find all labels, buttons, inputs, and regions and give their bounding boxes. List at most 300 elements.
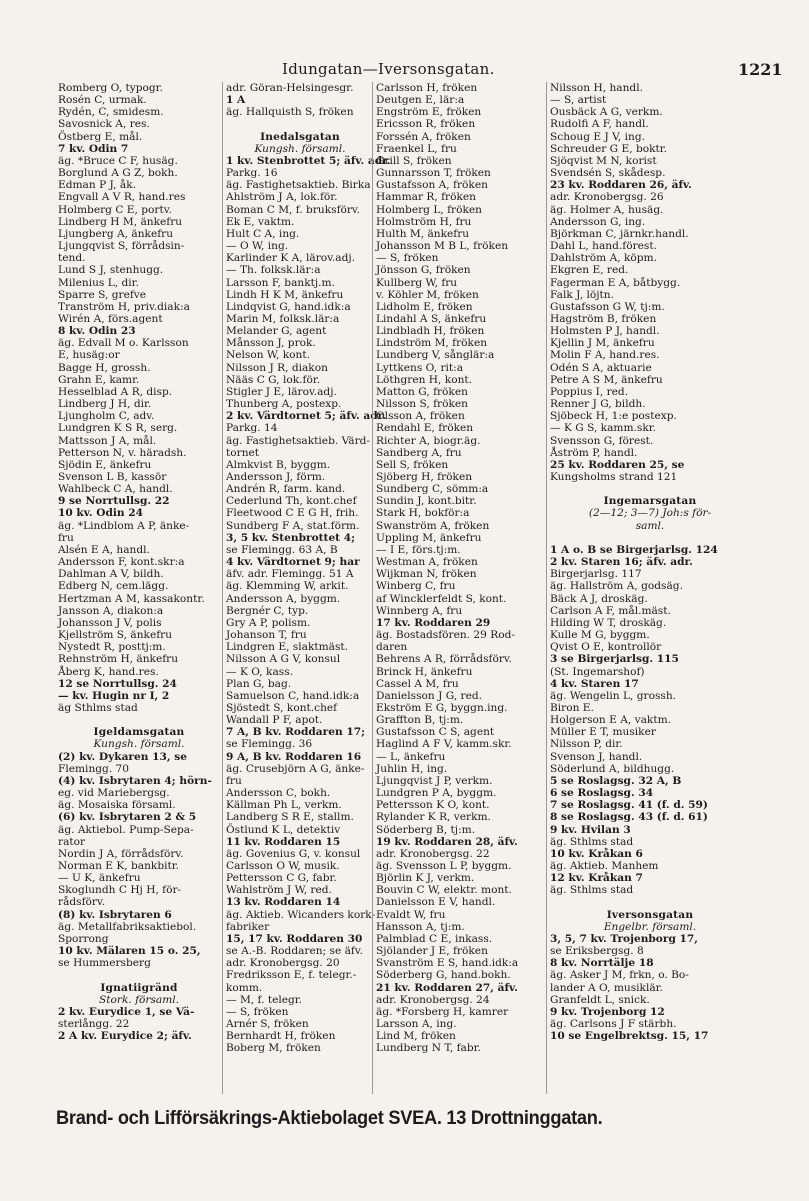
directory-line: Östberg E, mål.: [58, 130, 143, 143]
directory-line: [550, 896, 750, 908]
directory-line: se A.-B. Roddaren; se äfv.: [226, 945, 363, 958]
directory-line: Juhlin H, ing.: [376, 762, 448, 775]
directory-line: Kungsh. församl.: [93, 738, 185, 751]
directory-line: Karlinder K A, lärov.adj.: [226, 252, 356, 265]
directory-line: Lindbladh H, fröken: [376, 325, 485, 338]
directory-line: Kjellström S, änkefru: [58, 629, 173, 642]
directory-line: äg. Edvall M o. Karlsson: [58, 337, 189, 350]
directory-line: rådsförv.: [58, 896, 106, 909]
directory-line: Wahlbeck C A, handl.: [58, 483, 173, 496]
directory-line: äg. Klemming W, arkit.: [226, 580, 349, 593]
directory-line: 12 se Norrtullsg. 24: [58, 677, 177, 690]
directory-line: Carlsson H, fröken: [376, 82, 478, 94]
directory-line: Andersson A, byggm.: [226, 592, 341, 605]
directory-line: Stork. församl.: [98, 993, 180, 1006]
directory-line: 12 kv. Kråkan 7: [550, 872, 643, 885]
directory-line: Svenson J, handl.: [550, 750, 643, 763]
page-header: [0, 60, 809, 84]
directory-line: Wandall P F, apot.: [226, 714, 323, 727]
directory-line: Östlund K L, detektiv: [226, 823, 341, 836]
directory-line: Westman A, fröken: [376, 556, 478, 569]
directory-line: Milenius L, dir.: [58, 276, 139, 289]
directory-line: Sjöbeck H, 1:e postexp.: [550, 410, 677, 423]
directory-line: [58, 714, 220, 726]
directory-line: Ljungberg A, änkefru: [58, 227, 174, 240]
directory-line: Sjöberg H, fröken: [376, 471, 473, 483]
directory-line: Hertzman A M, kassakontr.: [58, 592, 205, 605]
directory-line: Andersson F, kont.skr:a: [58, 556, 185, 569]
directory-line: Borglund A G Z, bokh.: [58, 167, 178, 180]
column-2: [222, 82, 391, 1094]
directory-line: Mattsson J A, mål.: [58, 434, 157, 447]
directory-line: Sundberg F A, stat.förm.: [226, 519, 360, 532]
directory-line: Lindberg J H, dir.: [58, 398, 152, 411]
directory-line: 11 kv. Roddaren 15: [226, 835, 341, 848]
directory-line: Hagström B, fröken: [550, 312, 657, 325]
directory-line: Larsson A, ing.: [376, 1018, 457, 1031]
directory-line: Söderlund A, bildhugg.: [550, 762, 675, 775]
directory-line: Flemingg. 70: [58, 762, 130, 775]
directory-line: Nelson W, kont.: [226, 349, 310, 362]
directory-line: Ignatiigränd: [100, 981, 178, 994]
directory-line: Edberg N, cem.lägg.: [58, 580, 169, 593]
directory-line: Lundberg N T, fabr.: [376, 1042, 481, 1055]
directory-line: Uppling M, änkefru: [376, 531, 482, 544]
directory-line: 9 kv. Hvilan 3: [550, 823, 631, 836]
directory-line: 7 A, B kv. Roddaren 17;: [226, 726, 366, 739]
directory-line: äg. Svensson L P, byggm.: [376, 860, 512, 872]
directory-line: adr. Kronobergsg. 20: [226, 957, 340, 970]
directory-line: Molin F A, hand.res.: [550, 349, 660, 362]
directory-columns: [58, 82, 748, 1094]
directory-line: Carlson A F, mål.mäst.: [550, 604, 671, 617]
directory-line: adr. Kronobergsg. 26: [550, 191, 664, 204]
directory-line: Ekgren E, red.: [550, 264, 629, 277]
directory-line: Åberg K, hand.res.: [58, 665, 159, 678]
directory-line: 2 A kv. Eurydice 2; äfv.: [58, 1030, 192, 1043]
directory-line: Skoglundh C Hj H, för-: [58, 884, 182, 897]
directory-line: 5 se Roslagsg. 32 A, B: [550, 774, 682, 787]
directory-line: Kungsh. församl.: [254, 142, 346, 155]
directory-line: Hansson A, tj:m.: [376, 920, 465, 933]
column-3: [372, 82, 548, 1094]
directory-line: — S, fröken: [226, 1005, 289, 1018]
directory-line: Ousbäck A G, verkm.: [550, 106, 663, 119]
directory-line: adr. Kronobergsg. 22: [376, 847, 490, 860]
directory-line: Bernhardt H, fröken: [226, 1030, 336, 1043]
directory-line: (6) kv. Isbrytaren 2 & 5: [58, 811, 197, 824]
directory-line: 6 se Roslagsg. 34: [550, 787, 654, 800]
directory-line: äg. *Forsberg H, kamrer: [376, 1005, 509, 1018]
directory-line: äg. Aktiebol. Pump-Sepa-: [58, 823, 194, 836]
directory-line: Poppius I, red.: [550, 385, 629, 398]
directory-line: Holmsten P J, handl.: [550, 325, 660, 338]
directory-line: Bouvin C W, elektr. mont.: [376, 884, 512, 897]
directory-line: Winberg C, fru: [376, 580, 456, 593]
directory-line: äg. Metallfabriksaktiebol.: [58, 920, 197, 933]
directory-line: Bagge H, grossh.: [58, 361, 151, 374]
directory-line: Gustafsson G W, tj:m.: [550, 300, 665, 313]
directory-line: rator: [58, 835, 86, 848]
directory-line: Bergnér C, typ.: [226, 604, 309, 617]
directory-line: — L, änkefru: [376, 750, 446, 763]
directory-line: 21 kv. Roddaren 27, äfv.: [376, 981, 518, 994]
directory-line: Dahl L, hand.förest.: [550, 240, 657, 253]
directory-line: Nilsson J R, diakon: [226, 361, 328, 374]
directory-line: Graffton B, tj:m.: [376, 714, 464, 727]
directory-line: Lidholm E, fröken: [376, 300, 473, 313]
directory-line: Nilsson S, fröken: [376, 398, 468, 411]
directory-line: — K G S, kamm.skr.: [550, 422, 657, 435]
directory-line: Hulth M, änkefru: [376, 227, 470, 240]
directory-line: Matton G, fröken: [376, 385, 468, 398]
page-number: 1221: [738, 60, 783, 79]
directory-line: Andersson G, ing.: [550, 215, 646, 228]
directory-line: Söderberg G, hand.bokh.: [376, 969, 511, 982]
directory-line: Löthgren H, kont.: [376, 373, 473, 386]
directory-line: Olsson A, fröken: [376, 410, 465, 423]
directory-line: Birgerjarlsg. 117: [550, 568, 642, 581]
directory-line: Carlsson O W, musik.: [226, 860, 340, 872]
directory-line: Nilsson H, handl.: [550, 82, 643, 94]
directory-line: — I E, förs.tj:m.: [376, 543, 461, 556]
directory-line: [550, 532, 750, 544]
directory-line: Brinck H, änkefru: [376, 665, 473, 678]
directory-line: Sandberg A, fru: [376, 446, 462, 459]
directory-line: Winnberg A, fru: [376, 604, 463, 617]
directory-line: Dahlman A V, bildh.: [58, 568, 164, 581]
directory-line: 10 kv. Odin 24: [58, 507, 144, 520]
directory-line: — kv. Hugin nr I, 2: [58, 689, 170, 702]
directory-line: Behrens A R, förrådsförv.: [376, 653, 512, 666]
directory-line: — Th. folksk.lär:a: [226, 264, 321, 277]
directory-line: 4 kv. Värdtornet 9; har: [226, 556, 360, 569]
directory-line: — S, artist: [550, 94, 607, 107]
directory-line: Biron E.: [550, 701, 594, 714]
directory-line: Savosnick A, res.: [58, 118, 150, 131]
directory-line: Sporrong: [58, 932, 109, 945]
directory-line: Rydén, C, smidesm.: [58, 106, 164, 119]
directory-line: Svendsén S, skådesp.: [550, 167, 666, 180]
directory-line: äg. Fastighetsaktieb. Värd-: [226, 434, 371, 447]
directory-line: (4) kv. Isbrytaren 4; hörn-: [58, 774, 212, 787]
directory-line: Boberg M, fröken: [226, 1042, 321, 1055]
directory-line: 9 A, B kv. Roddaren 16: [226, 750, 362, 763]
directory-line: Andersson C, bokh.: [226, 787, 331, 800]
directory-line: Ek E, vaktm.: [226, 215, 295, 228]
directory-line: Hesselblad A R, disp.: [58, 385, 173, 398]
directory-line: Landberg S R E, stallm.: [226, 811, 354, 824]
directory-line: Jansson A, diakon:a: [58, 604, 164, 617]
directory-line: Källman Ph L, verkm.: [226, 799, 342, 812]
directory-line: Inedalsgatan: [260, 130, 340, 143]
directory-line: Larsson F, banktj.m.: [226, 276, 335, 289]
directory-line: Rudolfi A F, handl.: [550, 118, 649, 131]
directory-line: Lyttkens O, rit:a: [376, 361, 464, 374]
directory-line: tend.: [58, 252, 86, 265]
directory-line: Hilding W T, droskäg.: [550, 616, 667, 629]
directory-line: äg. Govenius G, v. konsul: [226, 847, 361, 860]
directory-line: Swanström A, fröken: [376, 519, 490, 532]
directory-line: Lindgren E, slaktmäst.: [226, 641, 349, 654]
directory-line: Granfeldt L, snick.: [550, 993, 650, 1006]
directory-line: Haglind A F V, kamm.skr.: [376, 738, 512, 751]
directory-line: Almkvist B, byggm.: [226, 458, 331, 471]
column-4: [546, 82, 750, 1094]
directory-line: äg. *Bruce C F, husäg.: [58, 154, 178, 167]
directory-line: Engvall A V R, hand.res: [58, 191, 186, 204]
directory-line: Engelbr. församl.: [603, 920, 697, 933]
directory-line: Grahn E, kamr.: [58, 373, 140, 386]
directory-line: se Eriksbergsg. 8: [550, 945, 644, 958]
directory-line: äg. Hallström A, godsäg.: [550, 580, 683, 593]
directory-line: 13 kv. Roddaren 14: [226, 896, 341, 909]
directory-line: äg. Hallquisth S, fröken: [226, 106, 354, 119]
directory-line: äg Sthlms stad: [58, 701, 138, 714]
directory-line: 2 kv. Värdtornet 5; äfv. adr.: [226, 410, 386, 423]
directory-line: fru: [58, 531, 74, 544]
directory-line: Rehnström H, änkefru: [58, 653, 179, 666]
directory-line: Holmberg C E, portv.: [58, 203, 172, 216]
directory-line: Kullberg W, fru: [376, 276, 458, 289]
directory-line: Odén S A, aktuarie: [550, 361, 652, 374]
directory-line: E, husäg:or: [58, 349, 120, 362]
directory-line: Söderberg B, tj:m.: [376, 823, 476, 836]
directory-line: Lindh H K M, änkefru: [226, 288, 344, 301]
directory-line: 3, 5 kv. Stenbrottet 4;: [226, 531, 356, 544]
directory-line: — U K, änkefru: [58, 872, 141, 885]
directory-line: Svenson L B, kassör: [58, 471, 167, 483]
directory-line: äg. Aktieb. Wicanders kork-: [226, 908, 376, 921]
directory-line: Sjöstedt S, kont.chef: [226, 701, 338, 714]
directory-line: 3 se Birgerjarlsg. 115: [550, 653, 679, 666]
directory-line: Johanson T, fru: [226, 629, 307, 642]
directory-line: Björkman C, järnkr.handl.: [550, 227, 689, 240]
directory-line: Pettersson C G, fabr.: [226, 872, 337, 885]
directory-line: Arnér S, fröken: [226, 1018, 309, 1031]
directory-line: Kjellin J M, änkefru: [550, 337, 655, 350]
directory-line: Lindström M, fröken: [376, 337, 488, 350]
directory-line: komm.: [226, 981, 263, 994]
directory-line: Ahlström J A, lok.för.: [226, 191, 338, 204]
directory-line: 10 kv. Mälaren 15 o. 25,: [58, 945, 201, 958]
directory-line: 10 kv. Kråkan 6: [550, 847, 643, 860]
directory-line: 15, 17 kv. Roddaren 30: [226, 932, 363, 945]
directory-line: Gry A P, polism.: [226, 616, 311, 629]
page-title: Idungatan—Iversonsgatan.: [282, 60, 495, 78]
directory-line: Igeldamsgatan: [93, 726, 185, 739]
directory-line: äg. Carlsons J F stärbh.: [550, 1018, 677, 1031]
directory-line: Plan G, bag.: [226, 677, 292, 690]
directory-line: sterlångg. 22: [58, 1018, 130, 1031]
directory-line: 8 kv. Norrtälje 18: [550, 957, 654, 970]
directory-line: äg. *Lindblom A P, änke-: [58, 519, 190, 532]
directory-line: Gustafsson A, fröken: [376, 179, 488, 192]
directory-line: 1 A o. B se Birgerjarlsg. 124: [550, 543, 718, 556]
directory-line: Sundberg C, sömm:a: [376, 483, 489, 496]
directory-line: Hult C A, ing.: [226, 227, 300, 240]
directory-line: Samuelson C, hand.idk:a: [226, 689, 360, 702]
directory-line: äg. Asker J M, frkn, o. Bo-: [550, 969, 689, 982]
directory-line: Björlin K J, verkm.: [376, 872, 475, 885]
directory-line: Alsén E A, handl.: [58, 543, 150, 556]
directory-line: daren: [376, 641, 408, 654]
directory-line: Romberg O, typogr.: [58, 82, 163, 94]
directory-line: Holmberg L, fröken: [376, 203, 482, 216]
directory-line: 25 kv. Roddaren 25, se: [550, 458, 685, 471]
directory-line: Ingemarsgatan: [603, 495, 697, 508]
directory-line: äg. Crusebjörn A G, änke-: [226, 762, 365, 775]
directory-line: 9 se Norrtullsg. 22: [58, 495, 170, 508]
directory-line: Stigler J E, lärov.adj.: [226, 385, 337, 398]
directory-line: äg. Bostadsfören. 29 Rod-: [376, 629, 515, 642]
directory-line: Sell S, fröken: [376, 458, 449, 471]
directory-line: Engström E, fröken: [376, 106, 482, 119]
directory-line: Ericsson R, fröken: [376, 118, 476, 131]
directory-line: Fredriksson E, f. telegr.-: [226, 969, 357, 982]
directory-line: Lindqvist G, hand.idk:a: [226, 300, 351, 313]
directory-line: Dahlström A, köpm.: [550, 252, 657, 265]
directory-line: 9 kv. Trojenborg 12: [550, 1005, 665, 1018]
directory-line: Sjölander J E, fröken: [376, 945, 488, 958]
directory-line: Deutgen E, lär:a: [376, 94, 465, 107]
directory-line: 7 se Roslagsg. 41 (f. d. 59): [550, 799, 708, 812]
directory-line: Richter A, biogr.äg.: [376, 434, 481, 447]
directory-line: äg. Sthlms stad: [550, 884, 634, 897]
directory-line: Johansson M B L, fröken: [376, 240, 509, 253]
directory-line: 4 kv. Staren 17: [550, 677, 639, 690]
directory-line: Nordin J A, förrådsförv.: [58, 847, 184, 860]
directory-line: Andersson J, förm.: [226, 471, 326, 483]
directory-line: (2—12; 3—7) Joh:s för-: [588, 507, 712, 520]
directory-line: Boman C M, f. bruksförv.: [226, 203, 361, 216]
directory-line: Lundgren P A, byggm.: [376, 787, 497, 800]
directory-line: eg. vid Mariebergsg.: [58, 787, 170, 800]
directory-line: Ljungqvist S, förrådsin-: [58, 240, 185, 253]
directory-line: se Hummersberg: [58, 957, 151, 970]
directory-line: Qvist O E, kontrollör: [550, 641, 662, 654]
directory-line: (8) kv. Isbrytaren 6: [58, 908, 172, 921]
directory-line: — K O, kass.: [226, 665, 294, 678]
directory-line: Lind M, fröken: [376, 1030, 456, 1043]
directory-line: Iversonsgatan: [606, 908, 694, 921]
directory-line: — M, f. telegr.: [226, 993, 303, 1006]
directory-line: Rylander K R, verkm.: [376, 811, 491, 824]
directory-line: Danielsson J G, red.: [376, 689, 483, 702]
directory-line: Jönsson G, fröken: [376, 264, 471, 277]
directory-line: äg. Wengelin L, grossh.: [550, 689, 677, 702]
directory-line: Nystedt R, posttj:m.: [58, 641, 166, 654]
directory-line: [58, 969, 220, 981]
directory-line: äg. Sthlms stad: [550, 835, 634, 848]
directory-line: [226, 118, 374, 130]
directory-line: 2 kv. Eurydice 1, se Vä-: [58, 1005, 195, 1018]
directory-line: v. Köhler M, fröken: [376, 288, 479, 301]
directory-line: Schreuder G E, boktr.: [550, 142, 668, 155]
directory-line: Sundin J, kont.bitr.: [376, 495, 477, 508]
directory-line: 7 kv. Odin 7: [58, 142, 129, 155]
directory-line: Sjödin E, änkefru: [58, 458, 152, 471]
directory-line: Fraenkel L, fru: [376, 142, 457, 155]
directory-line: Holmström H, fru: [376, 215, 472, 228]
directory-line: Andrén R, farm. kand.: [226, 483, 346, 496]
directory-line: äfv. adr. Flemingg. 51 A: [226, 568, 354, 581]
directory-line: 1 kv. Stenbrottet 5; äfv. adr.: [226, 154, 391, 167]
directory-line: Sparre S, grefve: [58, 288, 147, 301]
directory-line: äg. Holmer A, husäg.: [550, 203, 664, 216]
directory-line: 3, 5, 7 kv. Trojenborg 17,: [550, 932, 698, 945]
directory-line: Palmblad C E, inkass.: [376, 932, 493, 945]
directory-line: Nääs C G, lok.för.: [226, 373, 321, 386]
directory-line: Nilsson A G V, konsul: [226, 653, 341, 666]
directory-line: Sjöqvist M N, korist: [550, 154, 657, 167]
directory-line: af Wincklerfeldt S, kont.: [376, 592, 507, 605]
advertisement-banner: Brand- och Lifförsäkrings-Aktiebolaget SVEA. 13 Drottninggatan.: [56, 1108, 603, 1129]
directory-line: Svanström E S, hand.idk:a: [376, 957, 519, 970]
directory-line: Stark H, bokför:a: [376, 507, 470, 520]
directory-line: Månsson J, prok.: [226, 337, 316, 350]
directory-line: äg. Aktieb. Manhem: [550, 860, 659, 872]
directory-line: Gustafsson C S, agent: [376, 726, 495, 739]
directory-line: — S, fröken: [376, 252, 439, 265]
directory-line: se Flemingg. 63 A, B: [226, 543, 338, 556]
directory-line: [550, 483, 750, 495]
directory-line: lander A O, musiklär.: [550, 981, 663, 994]
directory-line: Ekström E G, byggn.ing.: [376, 701, 508, 714]
directory-line: Edman P J, åk.: [58, 179, 137, 192]
directory-line: 1 A: [226, 94, 246, 107]
column-1: [58, 82, 220, 1094]
directory-line: Tranström H, priv.diak:a: [58, 300, 190, 313]
directory-line: Lindberg H M, änkefru: [58, 215, 183, 228]
directory-line: äg. Fastighetsaktieb. Birka: [226, 179, 371, 192]
directory-line: Forssén A, fröken: [376, 130, 471, 143]
directory-line: Svensson G, förest.: [550, 434, 654, 447]
directory-line: adr. Göran-Helsingesgr.: [226, 82, 354, 94]
directory-line: se Flemingg. 36: [226, 738, 313, 751]
directory-line: Gunnarsson T, fröken: [376, 167, 491, 180]
directory-line: Falk J, löjtn.: [550, 288, 614, 301]
directory-line: — O W, ing.: [226, 240, 289, 253]
directory-line: Lindahl A S, änkefru: [376, 312, 487, 325]
directory-line: Fleetwood C E G H, frih.: [226, 507, 359, 520]
directory-line: Nilsson P, dir.: [550, 738, 623, 751]
directory-line: (2) kv. Dykaren 13, se: [58, 750, 187, 763]
directory-line: Marin M, folksk.lär:a: [226, 312, 340, 325]
directory-line: Wijkman N, fröken: [376, 568, 477, 581]
directory-line: 8 kv. Odin 23: [58, 325, 136, 338]
directory-line: Parkg. 14: [226, 422, 278, 435]
directory-line: Cederlund Th, kont.chef: [226, 495, 357, 508]
directory-line: Danielsson E V, handl.: [376, 896, 496, 909]
directory-line: Hammar R, fröken: [376, 191, 476, 204]
directory-line: Wirén A, förs.agent: [58, 312, 163, 325]
directory-line: Grill S, fröken: [376, 154, 452, 167]
directory-line: Norman E K, bankbitr.: [58, 860, 180, 872]
directory-line: 19 kv. Roddaren 28, äfv.: [376, 835, 518, 848]
directory-line: Parkg. 16: [226, 167, 278, 180]
directory-line: 8 se Roslagsg. 43 (f. d. 61): [550, 811, 708, 824]
directory-line: Johansson J V, polis: [58, 616, 162, 629]
directory-line: Rosén C, urmak.: [58, 94, 147, 107]
directory-line: 2 kv. Staren 16; äfv. adr.: [550, 556, 693, 569]
directory-line: (St. Ingemarshof): [550, 665, 645, 678]
directory-line: Rendahl E, fröken: [376, 422, 474, 435]
directory-line: Renner J G, bildh.: [550, 398, 646, 411]
directory-line: Kulle M G, byggm.: [550, 629, 650, 642]
directory-line: Holgerson E A, vaktm.: [550, 714, 672, 727]
directory-line: adr. Kronobergsg. 24: [376, 993, 490, 1006]
